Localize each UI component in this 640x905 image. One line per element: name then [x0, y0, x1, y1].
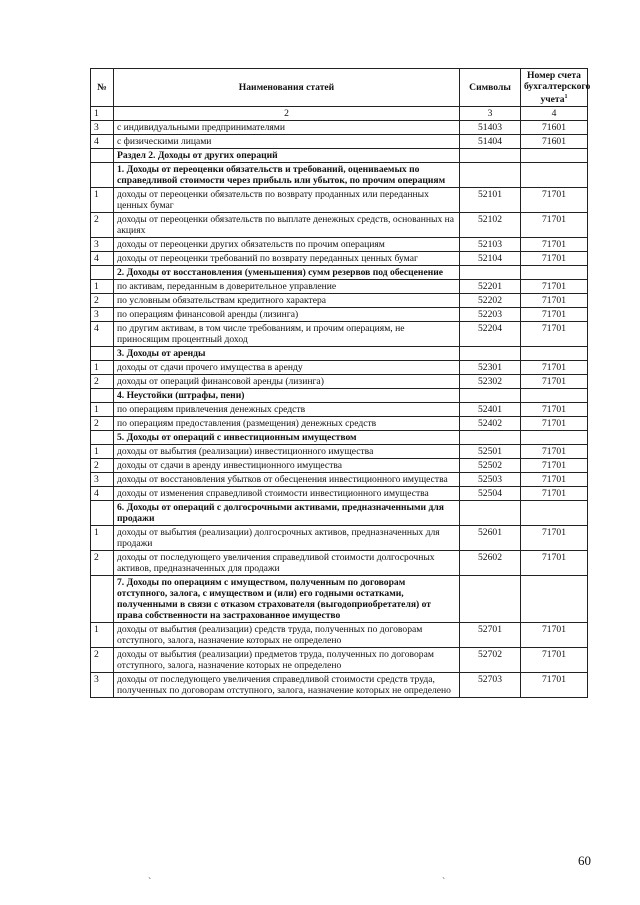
- row-symbol: [460, 501, 521, 526]
- section-heading-row: [91, 149, 588, 163]
- table-row: [91, 294, 588, 308]
- table-row: [91, 252, 588, 266]
- row-account: [521, 266, 588, 280]
- row-name: по условным обязательствам кредитного характера: [114, 294, 460, 308]
- row-symbol: [460, 576, 521, 623]
- row-number: 2: [91, 213, 114, 238]
- row-number: 3: [91, 673, 114, 698]
- row-symbol: 52302: [460, 375, 521, 389]
- row-symbol: [460, 389, 521, 403]
- table-row: [91, 673, 588, 698]
- row-symbol: 52702: [460, 648, 521, 673]
- row-name: доходы от изменения справедливой стоимости инвестиционного имущества: [114, 487, 460, 501]
- row-account: 71701: [521, 308, 588, 322]
- row-symbol: 52503: [460, 473, 521, 487]
- row-number: [91, 149, 114, 163]
- row-account: [521, 389, 588, 403]
- row-name: доходы от переоценки требований по возврату переданных ценных бумаг: [114, 252, 460, 266]
- table-row: [91, 121, 588, 135]
- table-row: [91, 417, 588, 431]
- row-number: 1: [91, 280, 114, 294]
- row-symbol: 52601: [460, 526, 521, 551]
- section-heading-row: [91, 576, 588, 623]
- table-row: [91, 280, 588, 294]
- row-number: 4: [91, 252, 114, 266]
- row-name: с индивидуальными предпринимателями: [114, 121, 460, 135]
- row-symbol: 52401: [460, 403, 521, 417]
- table-header-row: [91, 69, 588, 107]
- row-name: доходы от сдачи в аренду инвестиционного имущества: [114, 459, 460, 473]
- index-cell: 3: [460, 107, 521, 121]
- table-row: [91, 238, 588, 252]
- row-name: доходы от сдачи прочего имущества в аренду: [114, 361, 460, 375]
- index-cell: 1: [91, 107, 114, 121]
- row-number: 2: [91, 417, 114, 431]
- row-number: 2: [91, 294, 114, 308]
- row-account: 71701: [521, 417, 588, 431]
- row-name: Раздел 2. Доходы от других операций: [114, 149, 460, 163]
- table-row: [91, 487, 588, 501]
- row-number: 3: [91, 308, 114, 322]
- table-row: [91, 623, 588, 648]
- table-row: [91, 551, 588, 576]
- section-heading-row: [91, 163, 588, 188]
- row-name: доходы от выбытия (реализации) инвестиционного имущества: [114, 445, 460, 459]
- table-row: [91, 526, 588, 551]
- row-number: 2: [91, 459, 114, 473]
- row-symbol: [460, 347, 521, 361]
- table-row: [91, 445, 588, 459]
- row-name: 4. Неустойки (штрафы, пени): [114, 389, 460, 403]
- table-row: [91, 403, 588, 417]
- header-name: Наименования статей: [114, 69, 460, 107]
- section-heading-row: [91, 501, 588, 526]
- row-symbol: 52203: [460, 308, 521, 322]
- row-number: 1: [91, 361, 114, 375]
- row-symbol: 52204: [460, 322, 521, 347]
- row-symbol: 51404: [460, 135, 521, 149]
- column-index-row: [91, 107, 588, 121]
- header-account: Номер счета бухгалтерского учета$^1$: [521, 69, 588, 107]
- row-name: по операциям предоставления (размещения) денежных средств: [114, 417, 460, 431]
- row-number: [91, 389, 114, 403]
- row-account: [521, 347, 588, 361]
- scan-mark: `: [442, 877, 446, 888]
- row-symbol: 52301: [460, 361, 521, 375]
- row-number: 4: [91, 322, 114, 347]
- table-row: [91, 135, 588, 149]
- row-name: доходы от выбытия (реализации) предметов труда, полученных по договорам отступного, залога, назначение которых не определено: [114, 648, 460, 673]
- row-symbol: [460, 431, 521, 445]
- row-account: 71701: [521, 322, 588, 347]
- row-name: с физическими лицами: [114, 135, 460, 149]
- row-symbol: 52104: [460, 252, 521, 266]
- row-name: 6. Доходы от операций с долгосрочными активами, предназначенными для продажи: [114, 501, 460, 526]
- row-account: 71701: [521, 188, 588, 213]
- row-number: 4: [91, 487, 114, 501]
- row-symbol: 52602: [460, 551, 521, 576]
- row-name: 1. Доходы от переоценки обязательств и требований, оцениваемых по справедливой стоимости через прибыль или убыток, по прочим операциям: [114, 163, 460, 188]
- row-account: 71701: [521, 445, 588, 459]
- row-account: 71701: [521, 252, 588, 266]
- row-number: 3: [91, 121, 114, 135]
- row-account: [521, 576, 588, 623]
- section-heading-row: [91, 389, 588, 403]
- row-number: 4: [91, 135, 114, 149]
- row-number: 1: [91, 403, 114, 417]
- row-name: по другим активам, в том числе требованиям, и прочим операциям, не приносящим процентный доход: [114, 322, 460, 347]
- row-account: 71701: [521, 294, 588, 308]
- row-symbol: 52701: [460, 623, 521, 648]
- row-name: 2. Доходы от восстановления (уменьшения) сумм резервов под обесценение: [114, 266, 460, 280]
- table-row: [91, 308, 588, 322]
- row-name: доходы от восстановления убытков от обесценения инвестиционного имущества: [114, 473, 460, 487]
- row-name: доходы от переоценки других обязательств по прочим операциям: [114, 238, 460, 252]
- row-account: 71701: [521, 403, 588, 417]
- row-symbol: 52103: [460, 238, 521, 252]
- row-account: 71701: [521, 361, 588, 375]
- row-number: 1: [91, 445, 114, 459]
- header-symbol: Символы: [460, 69, 521, 107]
- row-number: [91, 163, 114, 188]
- row-name: доходы от последующего увеличения справедливой стоимости средств труда, полученных по договорам отступного, залога, назначение которых не определено: [114, 673, 460, 698]
- row-number: [91, 431, 114, 445]
- row-symbol: 52501: [460, 445, 521, 459]
- row-symbol: 52402: [460, 417, 521, 431]
- row-account: 71701: [521, 280, 588, 294]
- row-name: по активам, переданным в доверительное управление: [114, 280, 460, 294]
- row-symbol: [460, 266, 521, 280]
- section-heading-row: [91, 266, 588, 280]
- table-row: [91, 648, 588, 673]
- row-name: доходы от операций финансовой аренды (лизинга): [114, 375, 460, 389]
- row-name: доходы от выбытия (реализации) средств труда, полученных по договорам отступного, залога, назначение которых не определено: [114, 623, 460, 648]
- row-number: 1: [91, 188, 114, 213]
- row-account: 71701: [521, 487, 588, 501]
- row-name: 3. Доходы от аренды: [114, 347, 460, 361]
- row-account: 71701: [521, 551, 588, 576]
- row-account: 71701: [521, 623, 588, 648]
- row-account: 71701: [521, 213, 588, 238]
- row-account: [521, 501, 588, 526]
- row-name: 5. Доходы от операций с инвестиционным имуществом: [114, 431, 460, 445]
- row-name: доходы от выбытия (реализации) долгосрочных активов, предназначенных для продажи: [114, 526, 460, 551]
- row-name: по операциям привлечения денежных средств: [114, 403, 460, 417]
- table-row: [91, 213, 588, 238]
- row-account: [521, 431, 588, 445]
- row-number: [91, 266, 114, 280]
- row-number: 3: [91, 473, 114, 487]
- row-symbol: 52202: [460, 294, 521, 308]
- row-account: 71701: [521, 673, 588, 698]
- row-account: 71701: [521, 459, 588, 473]
- row-symbol: 52201: [460, 280, 521, 294]
- table-row: [91, 322, 588, 347]
- row-number: 3: [91, 238, 114, 252]
- row-symbol: 52101: [460, 188, 521, 213]
- index-cell: 2: [114, 107, 460, 121]
- row-symbol: [460, 149, 521, 163]
- row-number: 1: [91, 526, 114, 551]
- row-symbol: 51403: [460, 121, 521, 135]
- row-number: 2: [91, 648, 114, 673]
- row-account: 71701: [521, 238, 588, 252]
- table-row: [91, 188, 588, 213]
- row-name: 7. Доходы по операциям с имуществом, полученным по договорам отступного, залога, с имуществом и (или) его годными остатками, полученными в связи с отказом страхователя (выгодоприобретателя) от права собственности на застрахованное имущество: [114, 576, 460, 623]
- page-number: 60: [578, 853, 591, 868]
- table-row: [91, 361, 588, 375]
- section-heading-row: [91, 431, 588, 445]
- row-name: доходы от последующего увеличения справедливой стоимости долгосрочных активов, предназначенных для продажи: [114, 551, 460, 576]
- row-symbol: 52703: [460, 673, 521, 698]
- row-symbol: 52502: [460, 459, 521, 473]
- row-account: 71701: [521, 473, 588, 487]
- row-number: [91, 501, 114, 526]
- row-number: 2: [91, 551, 114, 576]
- table-row: [91, 375, 588, 389]
- row-number: [91, 576, 114, 623]
- row-symbol: 52504: [460, 487, 521, 501]
- row-account: [521, 163, 588, 188]
- row-name: по операциям финансовой аренды (лизинга): [114, 308, 460, 322]
- scan-mark: `: [148, 877, 152, 888]
- row-symbol: 52102: [460, 213, 521, 238]
- row-name: доходы от переоценки обязательств по выплате денежных средств, основанных на акциях: [114, 213, 460, 238]
- row-account: 71601: [521, 121, 588, 135]
- header-num: №: [91, 69, 114, 107]
- index-cell: 4: [521, 107, 588, 121]
- accounts-table: [90, 68, 591, 698]
- section-heading-row: [91, 347, 588, 361]
- row-number: 1: [91, 623, 114, 648]
- row-account: 71701: [521, 526, 588, 551]
- row-account: 71601: [521, 135, 588, 149]
- row-number: 2: [91, 375, 114, 389]
- row-account: 71701: [521, 648, 588, 673]
- row-name: доходы от переоценки обязательств по возврату проданных или переданных ценных бумаг: [114, 188, 460, 213]
- table-row: [91, 473, 588, 487]
- row-account: [521, 149, 588, 163]
- row-number: [91, 347, 114, 361]
- table-row: [91, 459, 588, 473]
- row-account: 71701: [521, 375, 588, 389]
- row-symbol: [460, 163, 521, 188]
